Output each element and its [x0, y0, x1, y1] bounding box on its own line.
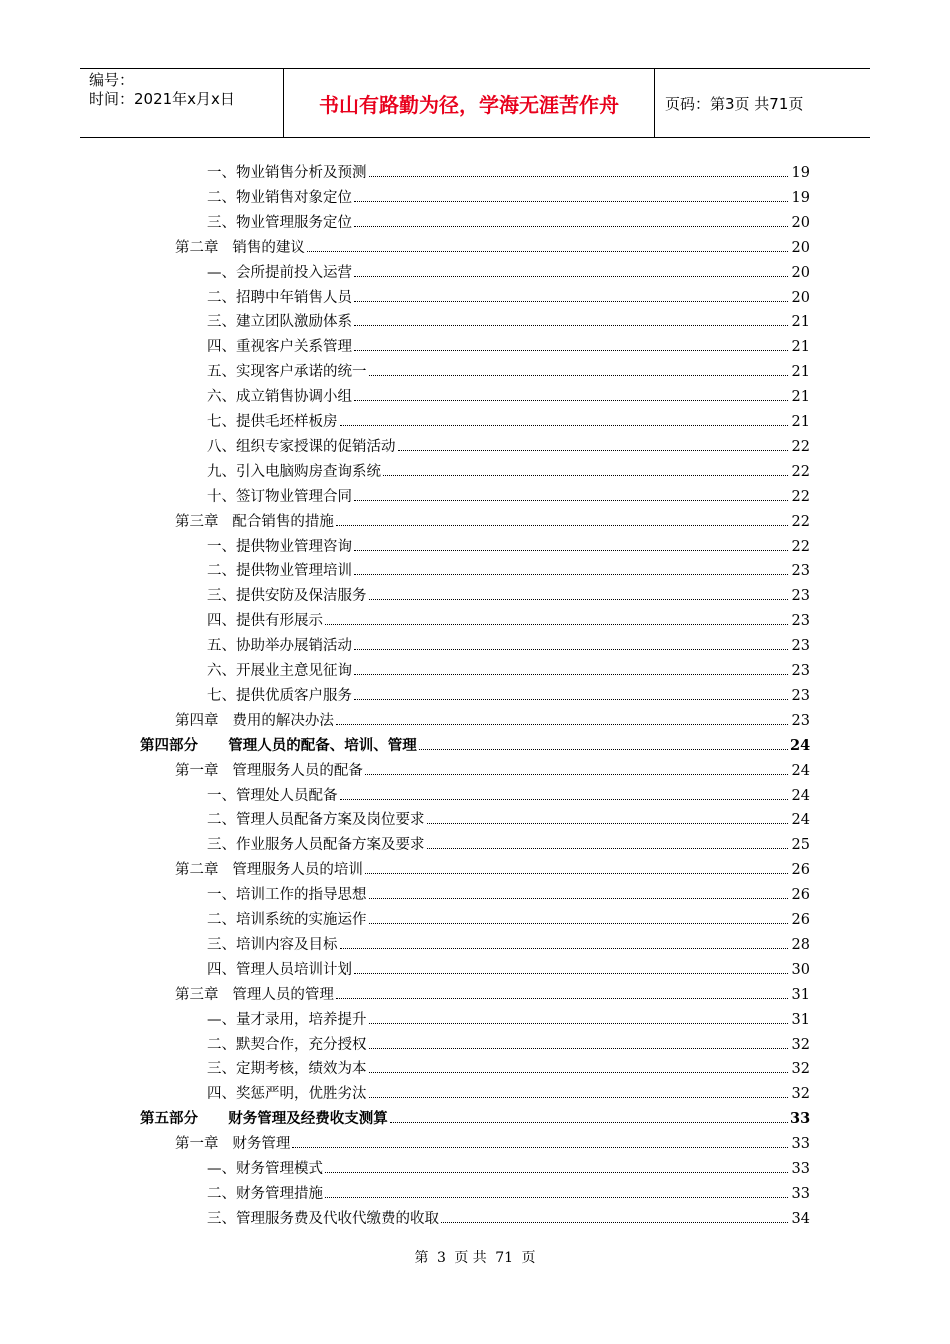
toc-entry-page: 21 — [791, 364, 810, 381]
toc-entry-label: 七、提供毛坯样板房 — [207, 414, 338, 430]
page-footer — [0, 1247, 950, 1267]
toc-dot-leader — [369, 898, 789, 899]
toc-entry-label: 三、提供安防及保洁服务 — [207, 588, 367, 605]
toc-entry-label: 七、提供优质客户服务 — [207, 687, 352, 704]
toc-entry-page: 22 — [791, 438, 810, 455]
toc-entry-label: 四、重视客户关系管理 — [207, 339, 352, 356]
toc-entry-label: 二、提供物业管理培训 — [207, 563, 352, 580]
toc-entry-page: 32 — [791, 1061, 810, 1078]
toc-entry-page: 24 — [790, 736, 811, 754]
toc-entry — [207, 905, 810, 929]
toc-dot-leader — [336, 525, 788, 526]
toc-entry-page: 23 — [791, 638, 810, 655]
toc-entry-page: 20 — [791, 239, 810, 256]
toc-entry-page: 21 — [791, 389, 810, 406]
toc-dot-leader — [336, 724, 788, 725]
toc-dot-leader — [354, 500, 788, 501]
toc-dot-leader — [340, 799, 789, 800]
toc-entry — [207, 432, 810, 456]
toc-entry — [207, 482, 810, 506]
toc-entry-label: 二、招聘中年销售人员 — [207, 289, 352, 306]
toc-dot-leader — [427, 823, 789, 824]
toc-entry-label: 一、物业销售分析及预测 — [207, 165, 367, 181]
toc-entry-label: 五、实现客户承诺的统一 — [207, 364, 367, 381]
toc-entry-page: 30 — [791, 961, 810, 978]
toc-entry-label: 九、引入电脑购房查询系统 — [207, 463, 381, 480]
toc-entry-page: 32 — [791, 1086, 810, 1103]
toc-entry-page: 24 — [791, 762, 810, 779]
number-label: 编号： — [89, 71, 135, 89]
toc-entry — [207, 258, 810, 282]
toc-entry-label: 五、协助举办展销活动 — [207, 638, 352, 655]
toc-dot-leader — [354, 226, 788, 227]
toc-entry — [207, 930, 810, 954]
toc-dot-leader — [354, 350, 788, 351]
toc-dot-leader — [354, 276, 788, 277]
toc-dot-leader — [419, 749, 788, 750]
toc-entry-label: 第一章 财务管理 — [175, 1136, 291, 1153]
toc-entry-page: 23 — [791, 613, 810, 630]
toc-entry — [207, 1054, 810, 1078]
toc-dot-leader — [354, 649, 788, 650]
toc-dot-leader — [354, 550, 788, 551]
footer-mid: 页 共 — [454, 1250, 487, 1266]
toc-entry — [207, 830, 810, 854]
toc-entry-label: 第二章 销售的建议 — [175, 239, 305, 256]
toc-entry-label: 第二章 管理服务人员的培训 — [175, 862, 363, 879]
toc-entry-page: 23 — [791, 563, 810, 580]
toc-entry-page: 21 — [791, 414, 810, 430]
toc-dot-leader — [340, 948, 789, 949]
toc-entry-page: 25 — [791, 837, 810, 854]
toc-dot-leader — [325, 1172, 788, 1173]
toc-entry-page: 21 — [791, 314, 810, 331]
toc-entry-label: —、会所提前投入运营 — [207, 264, 352, 281]
toc-dot-leader — [354, 400, 788, 401]
toc-entry-page: 28 — [791, 936, 810, 953]
toc-entry-label: 四、管理人员培训计划 — [207, 961, 352, 978]
toc-entry-label: 四、奖惩严明，优胜劣汰 — [207, 1086, 367, 1103]
toc-dot-leader — [354, 973, 788, 974]
toc-entry — [207, 955, 810, 979]
toc-entry-label: 八、组织专家授课的促销活动 — [207, 438, 396, 455]
toc-entry-page: 21 — [791, 339, 810, 356]
header-left — [80, 69, 283, 137]
toc-entry-label: 第三章 配合销售的措施 — [175, 513, 334, 530]
toc-entry — [207, 880, 810, 904]
toc-dot-leader — [365, 774, 788, 775]
toc-entry — [207, 307, 810, 331]
toc-entry-label: 第三章 管理人员的管理 — [175, 986, 334, 1003]
toc-entry — [207, 1154, 810, 1178]
toc-entry-label: 第一章 管理服务人员的配备 — [175, 762, 363, 779]
toc-entry-label: 一、管理处人员配备 — [207, 787, 338, 804]
toc-entry-page: 33 — [791, 1136, 810, 1153]
toc-entry-label: 三、建立团队激励体系 — [207, 314, 352, 331]
toc-entry-page: 34 — [791, 1210, 810, 1227]
toc-entry-label: 三、管理服务费及代收代缴费的收取 — [207, 1210, 439, 1227]
toc-dot-leader — [336, 998, 788, 999]
footer-prefix: 第 — [414, 1250, 429, 1266]
toc-dot-leader — [354, 201, 788, 202]
toc-entry — [207, 357, 810, 381]
toc-entry-page: 23 — [791, 588, 810, 605]
toc-entry-label: 第五部分 财务管理及经费收支测算 — [140, 1110, 388, 1128]
toc-dot-leader — [369, 923, 789, 924]
toc-dot-leader — [354, 699, 788, 700]
toc-entry-page: 22 — [791, 463, 810, 480]
toc-entry-page: 23 — [791, 687, 810, 704]
toc-entry — [207, 532, 810, 556]
toc-dot-leader — [369, 1097, 789, 1098]
toc-entry — [140, 1104, 810, 1128]
toc-entry-page: 33 — [791, 1185, 810, 1202]
toc-dot-leader — [398, 450, 789, 451]
toc-entry-label: 第四部分 管理人员的配备、培训、管理 — [140, 736, 417, 754]
toc-entry-label: —、量才录用，培养提升 — [207, 1011, 367, 1028]
toc-entry — [207, 332, 810, 356]
toc-entry-label: —、财务管理模式 — [207, 1161, 323, 1177]
toc-entry-label: 六、开展业主意见征询 — [207, 663, 352, 679]
toc-entry — [207, 581, 810, 605]
toc-entry-label: 第四章 费用的解决办法 — [175, 712, 334, 729]
toc-dot-leader — [354, 574, 788, 575]
toc-entry — [207, 631, 810, 655]
toc-entry — [207, 208, 810, 232]
toc-entry-page: 26 — [791, 912, 810, 928]
toc-entry-label: 二、培训系统的实施运作 — [207, 912, 367, 928]
toc-entry — [175, 507, 810, 531]
toc-entry — [207, 1179, 810, 1203]
toc-entry-page: 24 — [791, 812, 810, 829]
toc-entry-label: 六、成立销售协调小组 — [207, 389, 352, 406]
toc-entry — [140, 731, 810, 755]
toc-dot-leader — [292, 1147, 788, 1148]
toc-dot-leader — [354, 674, 788, 675]
toc-entry-label: 二、默契合作，充分授权 — [207, 1036, 367, 1053]
toc-entry-page: 33 — [790, 1110, 811, 1128]
toc-entry-label: 一、提供物业管理咨询 — [207, 538, 352, 555]
toc-entry — [175, 980, 810, 1004]
toc-dot-leader — [369, 1072, 789, 1073]
toc-entry-page: 20 — [791, 264, 810, 281]
toc-entry — [175, 706, 810, 730]
toc-entry-page: 23 — [791, 663, 810, 679]
toc-entry — [207, 283, 810, 307]
toc-dot-leader — [340, 425, 789, 426]
toc-entry-label: 二、管理人员配备方案及岗位要求 — [207, 812, 425, 829]
toc-dot-leader — [441, 1222, 788, 1223]
toc-entry — [207, 1005, 810, 1029]
toc-entry-label: 一、培训工作的指导思想 — [207, 887, 367, 904]
toc-entry-label: 十、签订物业管理合同 — [207, 488, 352, 505]
toc-entry — [207, 382, 810, 406]
toc-dot-leader — [369, 599, 789, 600]
toc-entry — [207, 457, 810, 481]
toc-entry-page: 31 — [791, 1011, 810, 1028]
toc-entry-page: 22 — [791, 488, 810, 505]
toc-dot-leader — [365, 873, 788, 874]
toc-dot-leader — [369, 375, 789, 376]
toc-entry — [207, 1204, 810, 1228]
page-header — [80, 68, 870, 138]
toc-entry — [207, 781, 810, 805]
toc-entry — [207, 158, 810, 182]
toc-entry — [207, 1030, 810, 1054]
toc-entry — [207, 606, 810, 630]
toc-dot-leader — [369, 1023, 789, 1024]
toc-dot-leader — [354, 301, 788, 302]
toc-entry-page: 20 — [791, 214, 810, 231]
toc-dot-leader — [307, 251, 788, 252]
toc-dot-leader — [369, 1048, 789, 1049]
toc-entry-page: 19 — [791, 165, 810, 181]
toc-entry — [207, 1079, 810, 1103]
toc-entry-label: 二、物业销售对象定位 — [207, 189, 352, 206]
toc-dot-leader — [369, 176, 789, 177]
toc-entry-page: 22 — [791, 538, 810, 555]
toc-entry — [175, 1129, 810, 1153]
toc-entry — [207, 183, 810, 207]
toc-entry — [207, 681, 810, 705]
toc-entry-page: 20 — [791, 289, 810, 306]
header-page-info: 页码：第3页 共71页 — [665, 94, 804, 113]
toc-entry-label: 三、作业服务人员配备方案及要求 — [207, 837, 425, 854]
toc-entry-page: 26 — [791, 862, 810, 879]
footer-total-pages: 71 — [495, 1250, 514, 1266]
time-label: 时间：2021年x月x日 — [89, 90, 235, 108]
toc-dot-leader — [383, 475, 788, 476]
toc-entry — [175, 233, 810, 257]
toc-entry-page: 23 — [791, 712, 810, 729]
toc-entry-label: 三、培训内容及目标 — [207, 936, 338, 953]
toc-entry-label: 四、提供有形展示 — [207, 613, 323, 630]
toc-dot-leader — [325, 1197, 788, 1198]
toc-entry-page: 19 — [791, 189, 810, 206]
toc-dot-leader — [427, 848, 789, 849]
toc-entry — [175, 855, 810, 879]
toc-entry — [207, 407, 810, 431]
toc-entry-page: 26 — [791, 887, 810, 904]
toc-entry-page: 31 — [791, 986, 810, 1003]
toc-entry-page: 32 — [791, 1036, 810, 1053]
toc-entry-page: 22 — [791, 513, 810, 530]
toc-dot-leader — [354, 325, 788, 326]
toc-entry-page: 24 — [791, 787, 810, 804]
toc-dot-leader — [390, 1122, 788, 1123]
toc-dot-leader — [325, 624, 788, 625]
header-motto: 书山有路勤为径，学海无涯苦作舟 — [283, 69, 655, 137]
toc-entry — [207, 656, 810, 680]
footer-suffix: 页 — [521, 1250, 536, 1266]
toc-entry-page: 33 — [791, 1161, 810, 1177]
toc-entry — [207, 556, 810, 580]
toc-entry-label: 二、财务管理措施 — [207, 1185, 323, 1202]
footer-current-page: 3 — [436, 1250, 446, 1266]
toc-entry-label: 三、定期考核，绩效为本 — [207, 1061, 367, 1078]
toc-entry-label: 三、物业管理服务定位 — [207, 214, 352, 231]
toc-entry — [175, 756, 810, 780]
toc-entry — [207, 805, 810, 829]
